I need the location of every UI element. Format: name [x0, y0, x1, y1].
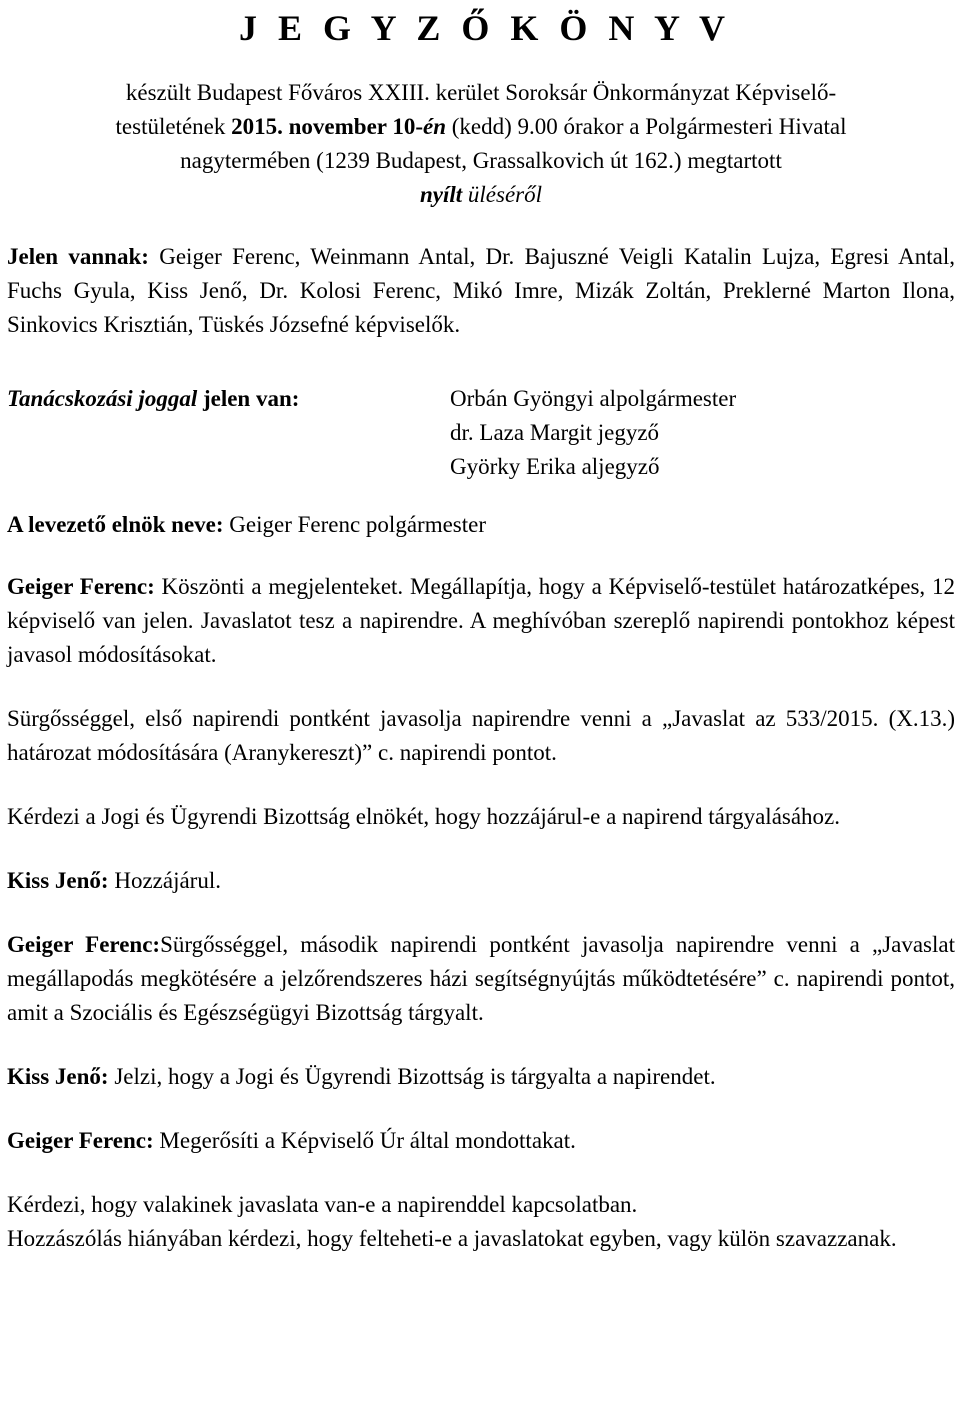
paragraph: [7, 928, 955, 1030]
intro-text: készült Budapest Főváros XXIII. kerület Soroksár Önkormányzat Képviselő-: [125, 80, 837, 105]
chair-name: Geiger Ferenc polgármester: [223, 512, 486, 537]
session-type: nyílt: [419, 182, 463, 207]
advisory-label-italic: Tanácskozási joggal: [7, 386, 198, 411]
speaker-name: Kiss Jenő:: [7, 1064, 109, 1089]
speaker-name: Geiger Ferenc:: [7, 932, 161, 957]
paragraph: [7, 1060, 955, 1094]
closing-line: Hozzászólás hiányában kérdezi, hogy felteheti-e a javaslatokat egyben, vagy külön szavazzanak.: [7, 1226, 897, 1251]
speaker-name: Geiger Ferenc:: [7, 1128, 154, 1153]
paragraph-text: Sürgősséggel, első napirendi pontként javasolja napirendre venni a „Javaslat az 533/2015. (X.13.) határozat módosítására (Aranykereszt)” c. napirendi pontot.: [7, 706, 955, 765]
speaker-name: Kiss Jenő:: [7, 868, 109, 893]
paragraph: [7, 570, 955, 672]
advisory-name: Györky Erika aljegyző: [450, 454, 660, 479]
paragraph-text: Kérdezi a Jogi és Ügyrendi Bizottság elnökét, hogy hozzájárul-e a napirend tárgyalásához.: [7, 804, 841, 829]
paragraph: [7, 1124, 955, 1158]
advisory-name: dr. Laza Margit jegyző: [450, 420, 660, 445]
intro-line-4: [7, 178, 955, 212]
advisory-label: [7, 382, 450, 484]
chair-line: [7, 508, 955, 542]
paragraph-text: Jelzi, hogy a Jogi és Ügyrendi Bizottság is tárgyalta a napirendet.: [108, 1064, 716, 1089]
advisory-names: [450, 382, 736, 484]
paragraph-text: Megerősíti a Képviselő Úr által mondottakat.: [153, 1128, 576, 1153]
intro-line-3: nagytermében (1239 Budapest, Grassalkovich út 162.) megtartott: [180, 148, 782, 173]
meeting-date: 2015. november 10-: [231, 114, 423, 139]
paragraph: [7, 800, 955, 834]
present-label: Jelen vannak:: [7, 244, 149, 269]
document-title: J E G Y Z Ő K Ö N Y V: [238, 8, 732, 48]
paragraph: [7, 864, 955, 898]
chair-label: A levezető elnök neve:: [7, 512, 224, 537]
speaker-name: Geiger Ferenc:: [7, 574, 155, 599]
paragraph-text: Köszönti a megjelenteket. Megállapítja, hogy a Képviselő-testület határozatképes, 12 képviselő van jelen. Javaslatot tesz a napirendre. A meghívóban szereplő napirendi pontokhoz képest javasol módosításokat.: [7, 574, 955, 667]
meeting-date-suffix: én: [423, 114, 446, 139]
session-label: üléséről: [462, 182, 543, 207]
intro-line-2: [7, 110, 955, 144]
intro-text: testületének: [115, 114, 232, 139]
advisory-label-rest: jelen van:: [197, 386, 300, 411]
paragraph: [7, 702, 955, 770]
intro-text: (kedd) 9.00 órakor a Polgármesteri Hivatal: [446, 114, 847, 139]
present-members: [7, 240, 955, 342]
intro-block: [7, 76, 955, 212]
advisory-name: Orbán Gyöngyi alpolgármester: [450, 386, 737, 411]
document-page: [7, 0, 955, 1256]
paragraph-text: Sürgősséggel, második napirendi pontként javasolja napirendre venni a „Javaslat megállapodás megkötésére a jelzőrendszeres házi segítségnyújtás működtetésére” c. napirendi pontot, amit a Szociális és Egészségügyi Bizottság tárgyalt.: [7, 932, 955, 1025]
intro-line-1: [7, 76, 955, 110]
advisory-attendees: [7, 382, 955, 484]
closing-line: Kérdezi, hogy valakinek javaslata van-e a napirenddel kapcsolatban.: [7, 1192, 638, 1217]
paragraph-text: Hozzájárul.: [108, 868, 221, 893]
present-list: Geiger Ferenc, Weinmann Antal, Dr. Bajuszné Veigli Katalin Lujza, Egresi Antal, Fuchs Gyula, Kiss Jenő, Dr. Kolosi Ferenc, Mikó Imre, Mizák Zoltán, Preklerné Marton Ilona, Sinkovics Krisztián, Tüskés Józsefné képviselők.: [7, 244, 955, 337]
